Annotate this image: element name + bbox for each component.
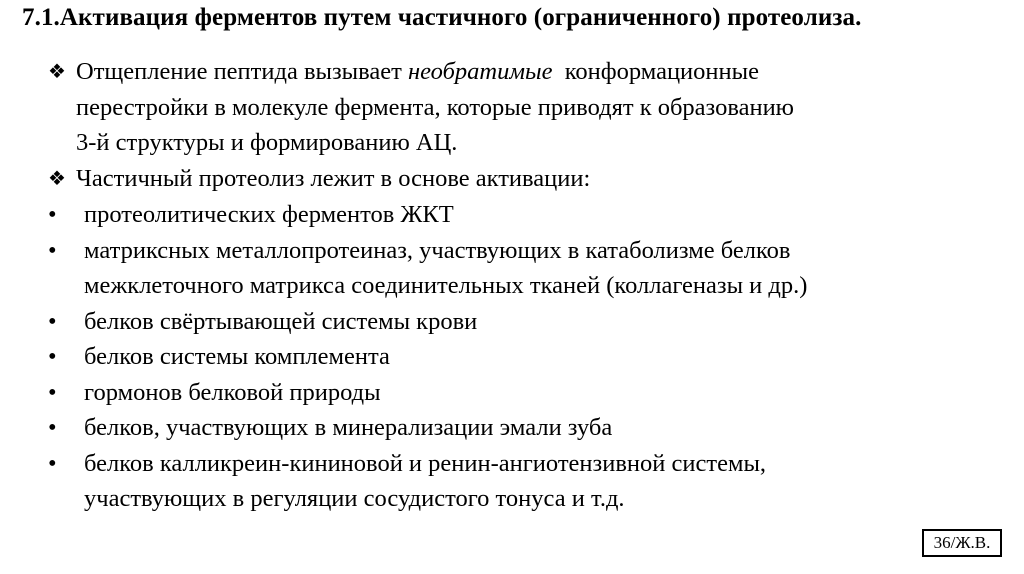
paragraph-text bbox=[76, 54, 794, 161]
bullet-dot-icon: • bbox=[48, 307, 57, 335]
paragraph-line: Отщепление пептида вызывает необратимые конформационные bbox=[76, 58, 759, 85]
bullet-dot-icon: • bbox=[48, 449, 57, 477]
page-number-badge: 36/Ж.В. bbox=[922, 529, 1002, 557]
paragraph-line: 3-й структуры и формированию АЦ. bbox=[76, 129, 458, 156]
slide-content bbox=[48, 54, 1008, 517]
bullet-dot-icon: • bbox=[48, 414, 57, 441]
list-item-line: гормонов белковой природы bbox=[84, 378, 381, 406]
slide-title: 7.1.Активация ферментов путем частичного (ограниченного) протеолиза. bbox=[22, 4, 862, 31]
bullet-dot-icon: • bbox=[48, 201, 57, 228]
list-item-line: белков, участвующих в минерализации эмали зуба bbox=[84, 414, 613, 441]
diamond-bullet-item bbox=[48, 54, 1008, 161]
list-item bbox=[48, 375, 1008, 411]
diamond-bullet-item bbox=[48, 161, 1008, 198]
list-item-line: белков свёртывающей системы крови bbox=[84, 307, 478, 335]
diamond-bullet-icon: ❖ bbox=[48, 61, 66, 83]
list-item-line: протеолитических ферментов ЖКТ bbox=[84, 201, 454, 228]
diamond-bullet-icon: ❖ bbox=[48, 167, 66, 190]
list-item bbox=[48, 233, 1008, 304]
list-item bbox=[48, 304, 1008, 340]
list-item-line: межклеточного матрикса соединительных тканей (коллагеназы и др.) bbox=[84, 272, 808, 299]
list-item bbox=[48, 410, 1008, 446]
list-item bbox=[48, 446, 1008, 517]
italic-emphasis: необратимые bbox=[407, 58, 553, 85]
list-item-line: белков калликреин-кининовой и ренин-ангиотензивной системы, bbox=[84, 449, 767, 477]
paragraph-line: перестройки в молекуле фермента, которые приводят к образованию bbox=[76, 93, 794, 121]
list-item-line: матриксных металлопротеиназ, участвующих в катаболизме белков bbox=[84, 236, 791, 264]
bullet-dot-icon: • bbox=[48, 236, 57, 264]
bullet-list bbox=[48, 197, 1008, 517]
list-item bbox=[48, 339, 1008, 375]
paragraph-line: Частичный протеолиз лежит в основе активации: bbox=[76, 164, 591, 192]
list-item bbox=[48, 197, 1008, 233]
list-item-line: белков системы комплемента bbox=[84, 343, 390, 370]
list-item-line: участвующих в регуляции сосудистого тонуса и т.д. bbox=[84, 485, 625, 512]
bullet-dot-icon: • bbox=[48, 378, 57, 406]
bullet-dot-icon: • bbox=[48, 343, 57, 370]
